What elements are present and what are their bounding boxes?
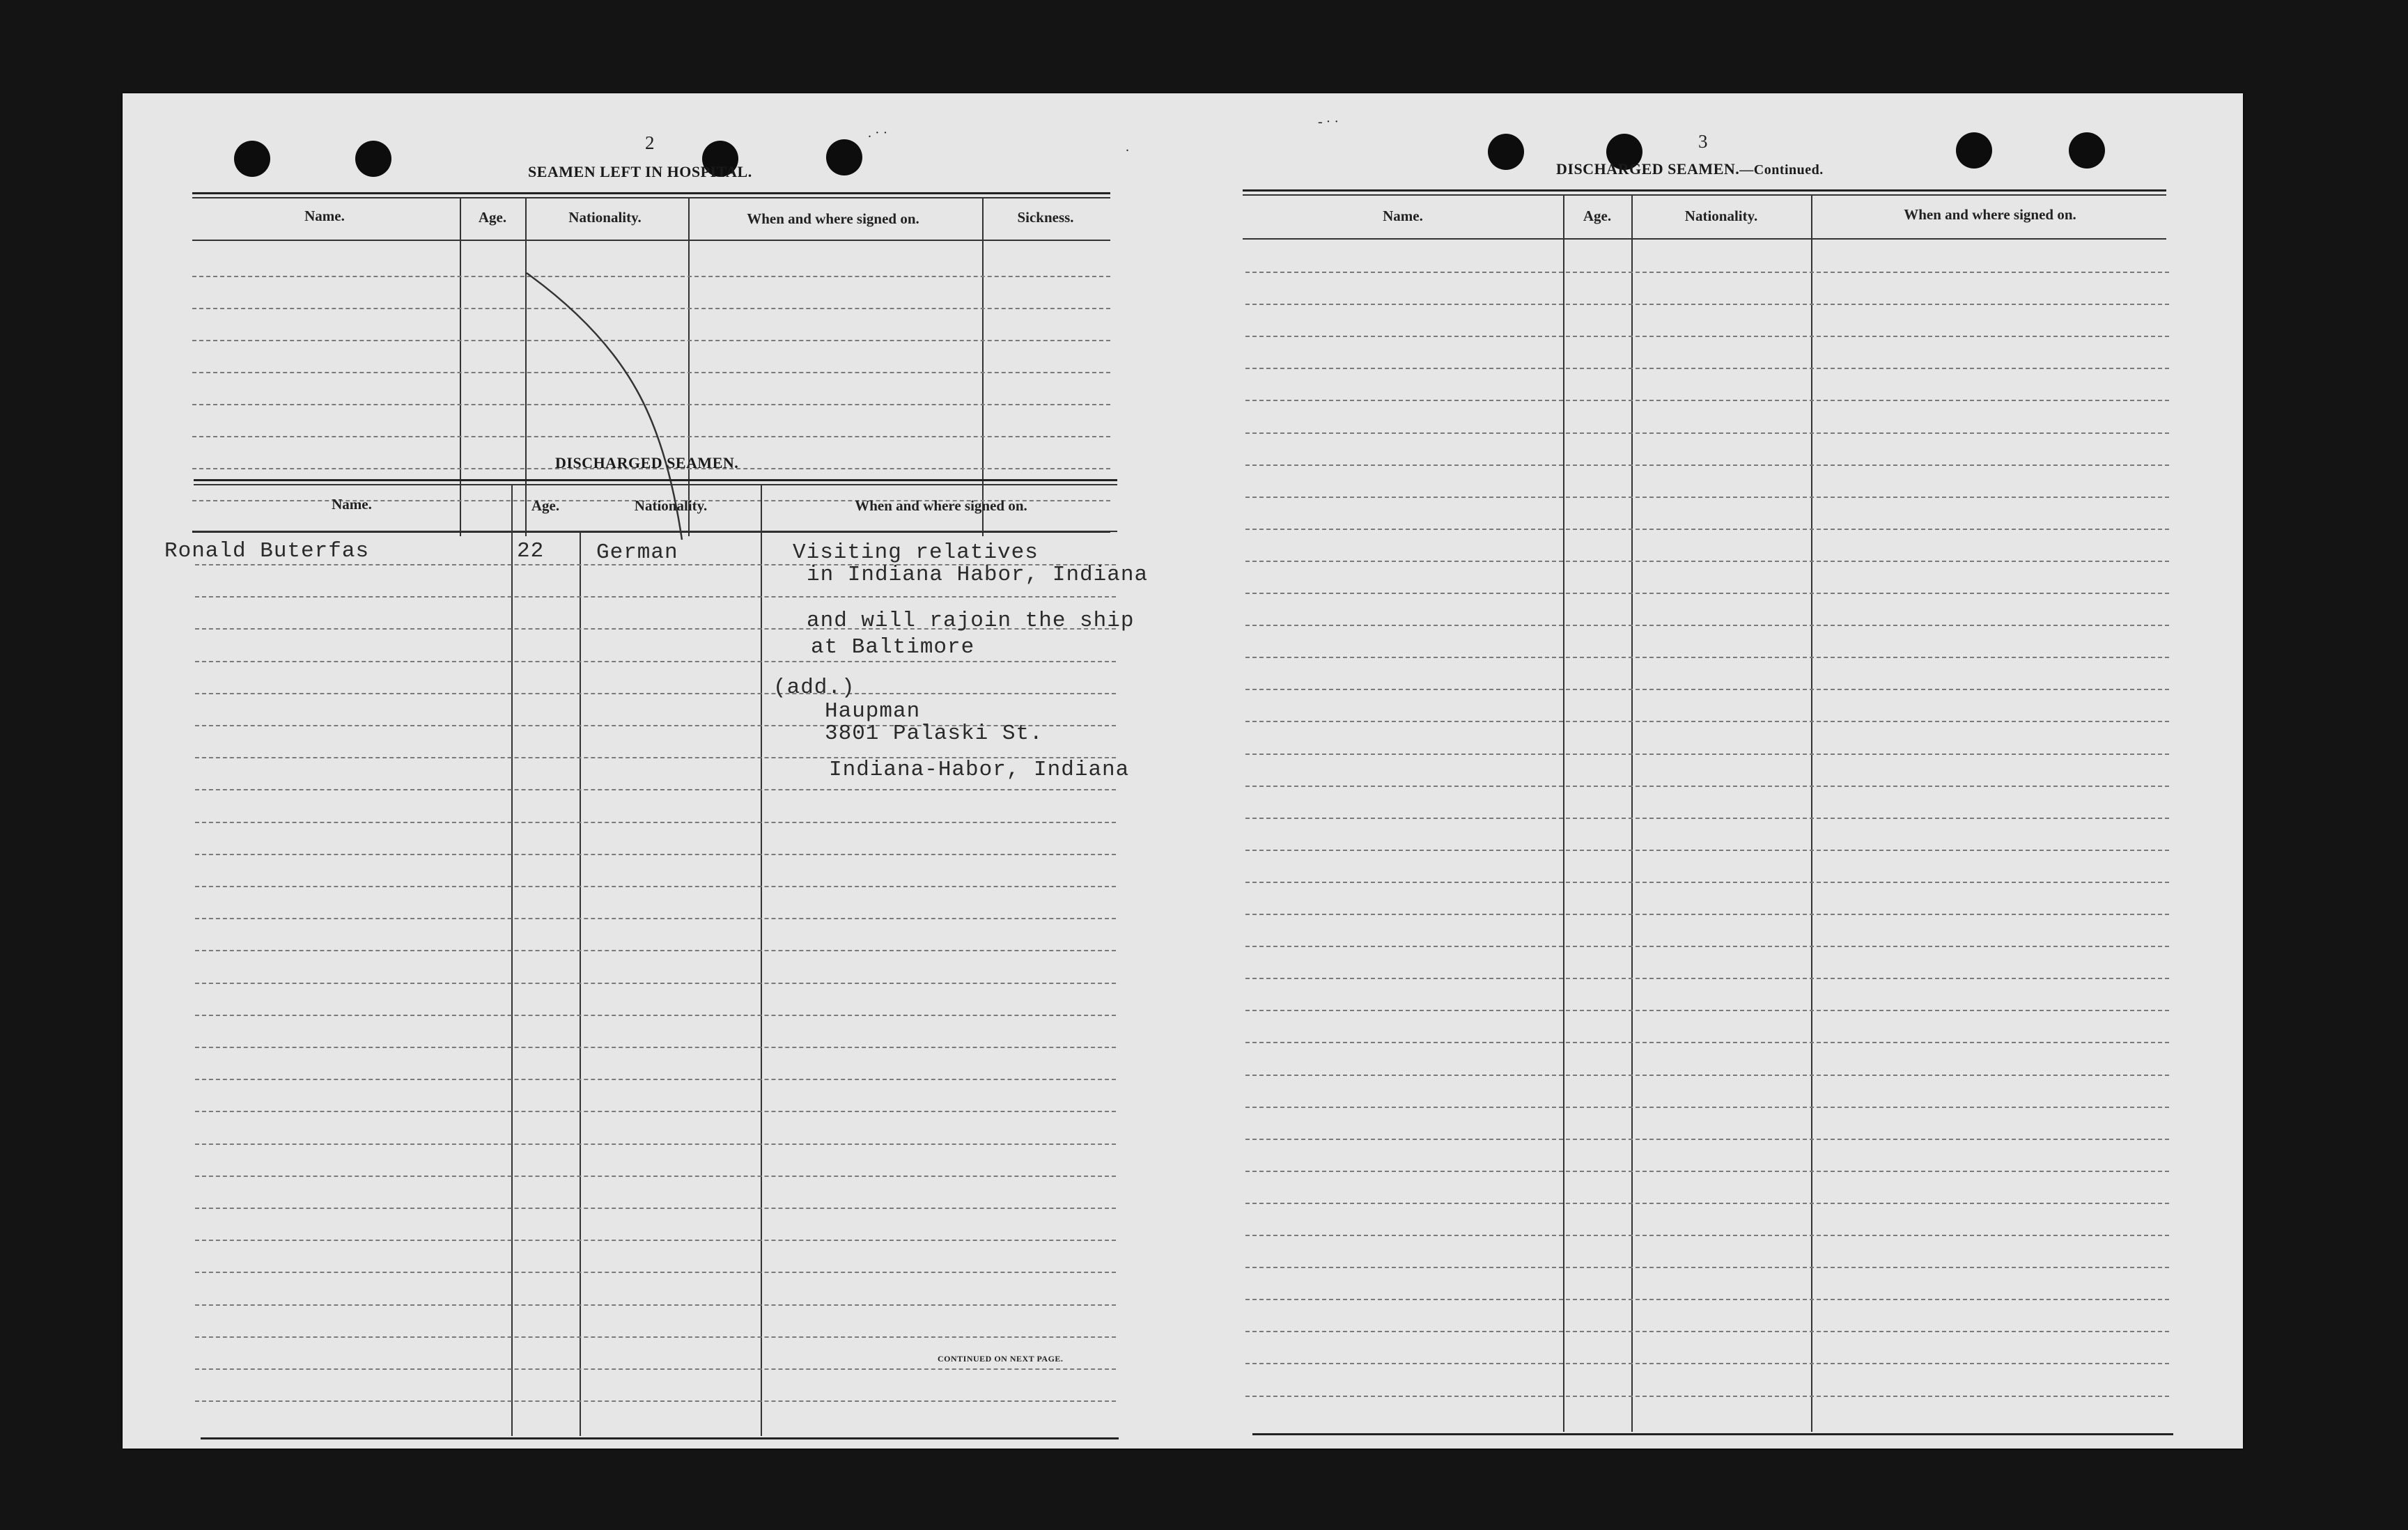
ruled-line [195,1368,1116,1370]
ruled-line [195,854,1116,855]
ruled-line [1245,1139,2169,1140]
column-header-name: Name. [1383,208,1423,224]
title-continued: —Continued. [1739,162,1824,178]
hospital-section-title: SEAMEN LEFT IN HOSPITAL. [528,163,752,180]
ruled-line [1245,754,2169,755]
ruled-line [1245,850,2169,851]
punch-hole [2069,132,2105,169]
punch-hole [1956,132,1992,169]
column-header-signed-on: When and where signed on. [1904,206,2076,223]
ruled-line [195,661,1116,662]
ruled-line [195,1176,1116,1177]
ruled-line [195,1047,1116,1048]
remark-line: and will rajoin the ship [807,609,1135,633]
seaman-age: 22 [517,539,545,563]
punch-hole [355,141,391,177]
ruled-line [195,822,1116,823]
column-header-signed-on: When and where signed on. [855,497,1027,514]
ruled-line [1245,529,2169,530]
ruled-line [195,1240,1116,1241]
remark-line: in Indiana Habor, Indiana [807,563,1149,587]
page-number: 2 [645,132,655,153]
ruled-line [1245,1107,2169,1108]
ruled-line [195,1208,1116,1209]
ruled-line [1245,368,2169,369]
column-header-age: Age. [531,497,560,514]
seaman-name: Ronald Buterfas [164,539,370,563]
remark-line: Indiana-Habor, Indiana [829,758,1130,782]
ruled-line [1245,561,2169,562]
ruled-line [1245,336,2169,337]
discharged-section-title: DISCHARGED SEAMEN. [555,454,739,471]
ruled-line [195,983,1116,984]
column-header-age: Age. [1583,208,1612,224]
column-header-sickness: Sickness. [1017,209,1074,226]
ruled-line [195,1143,1116,1145]
ruled-line [195,789,1116,790]
paper-speck: . · · [868,125,888,141]
column-header-signed-on: When and where signed on. [747,210,919,227]
ruled-line [1245,818,2169,819]
punch-hole [234,141,270,177]
ruled-line [1245,657,2169,658]
ruled-line [1245,1396,2169,1397]
ruled-line [1245,465,2169,466]
ruled-line [1245,497,2169,498]
ruled-line [1245,978,2169,979]
remark-line: Haupman [825,699,921,724]
column-header-nationality: Nationality. [634,497,708,514]
column-header-nationality: Nationality. [1684,208,1758,224]
ruled-line [195,886,1116,887]
remark-line: at Baltimore [811,635,975,659]
ruled-line [1245,689,2169,690]
right-page-title [1556,160,1824,178]
ruled-line [1245,1267,2169,1268]
page-number: 3 [1698,131,1708,152]
ruled-line [195,1111,1116,1112]
ruled-line [1245,1075,2169,1076]
ruled-line [1245,272,2169,273]
ruled-line [195,950,1116,951]
document-sheet [123,93,2243,1449]
column-header-name: Name. [304,208,345,224]
remark-line: 3801 Palaski St. [825,721,1043,746]
remark-line: (add.) [773,676,855,700]
ruled-line [1245,1331,2169,1332]
column-header-age: Age. [478,209,507,226]
ruled-line [195,1079,1116,1080]
paper-speck: . [1126,139,1129,155]
ruled-line [1245,593,2169,594]
seaman-nationality: German [596,540,678,565]
ruled-line [1245,1203,2169,1204]
ruled-line [1245,1042,2169,1043]
title-text: DISCHARGED SEAMEN. [1556,160,1740,178]
ruled-line [1245,914,2169,915]
ruled-line [1245,304,2169,305]
ruled-line [1245,882,2169,883]
ruled-line [1245,946,2169,947]
ruled-line [195,918,1116,919]
column-header-nationality: Nationality. [568,209,642,226]
ruled-line [1245,400,2169,401]
ruled-line [1245,786,2169,787]
ruled-line [1245,1010,2169,1011]
ruled-line [1245,432,2169,434]
punch-hole [1488,134,1524,170]
remark-line: Visiting relatives [793,540,1039,565]
ruled-line [195,596,1116,598]
ruled-line [195,1015,1116,1016]
ruled-line [195,1400,1116,1402]
ruled-line [195,1336,1116,1338]
ruled-line [1245,1171,2169,1172]
ruled-line [195,1272,1116,1273]
ruled-line [1245,721,2169,722]
continued-note: CONTINUED ON NEXT PAGE. [938,1354,1064,1364]
ruled-line [195,1304,1116,1306]
ruled-line [195,693,1116,694]
punch-hole [826,139,862,175]
ruled-line [1245,1235,2169,1236]
column-header-name: Name. [332,496,372,513]
ruled-line [1245,1299,2169,1300]
paper-speck: - · · [1318,114,1339,130]
ruled-line [1245,625,2169,626]
ruled-line [1245,1363,2169,1364]
